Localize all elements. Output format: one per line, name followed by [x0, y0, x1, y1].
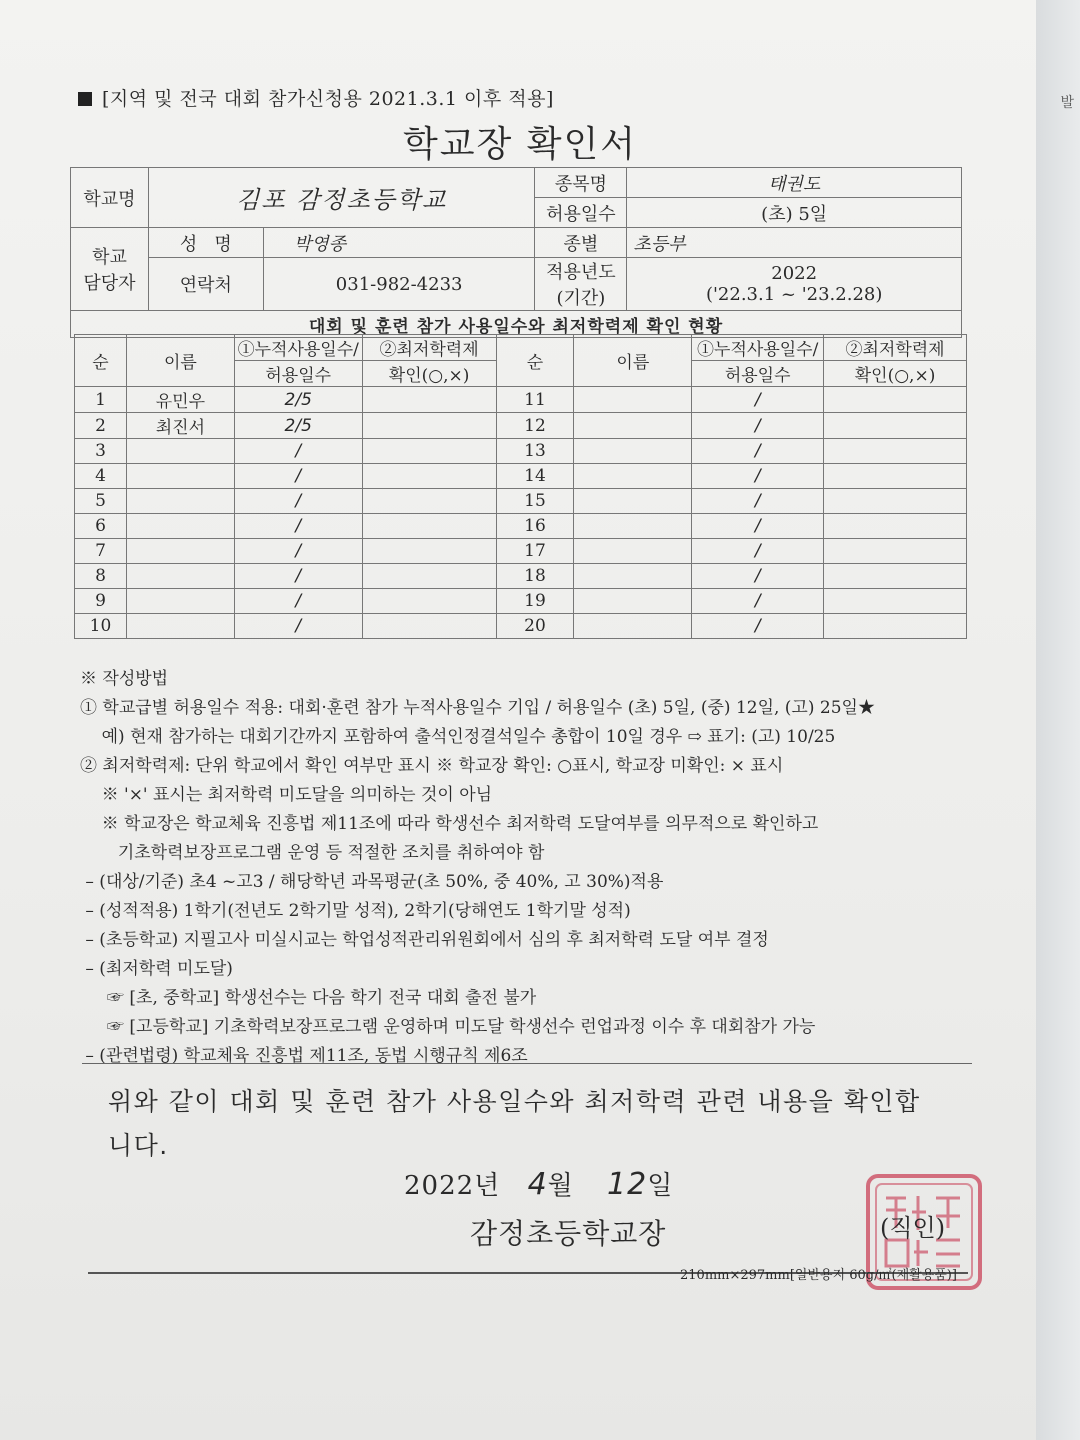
row-name	[574, 413, 692, 439]
manager-label: 학교 담당자	[71, 228, 149, 311]
table-row	[75, 464, 967, 489]
row-check	[824, 539, 967, 564]
row-check	[362, 614, 496, 639]
col-days-right: ①누적사용일수/	[692, 335, 824, 361]
name-value: 박영종	[263, 228, 535, 258]
row-no: 19	[496, 589, 574, 614]
row-days: /	[234, 439, 362, 464]
row-days: /	[234, 489, 362, 514]
row-check	[362, 589, 496, 614]
table-row	[75, 387, 967, 413]
col-no-right: 순	[496, 335, 574, 387]
event-label: 종목명	[535, 168, 627, 198]
row-name	[574, 387, 692, 413]
divider	[82, 1063, 972, 1064]
row-check	[362, 514, 496, 539]
adjacent-page-text: 발	[1060, 95, 1074, 111]
row-check	[362, 387, 496, 413]
row-no: 11	[496, 387, 574, 413]
col-name-right: 이름	[574, 335, 692, 387]
row-check	[824, 439, 967, 464]
table-row	[75, 564, 967, 589]
note-line: ☞ [고등학교] 기초학력보장프로그램 운영하며 미도달 학생선수 런업과정 이수 후 대회참가 가능	[80, 1017, 816, 1037]
row-name	[574, 589, 692, 614]
row-name	[126, 564, 234, 589]
row-name	[574, 539, 692, 564]
col-check: ②최저학력제	[362, 335, 496, 361]
row-days: /	[234, 539, 362, 564]
row-no: 12	[496, 413, 574, 439]
paper-spec: 210mm×297mm[일반용지 60g/㎡(재활용품)]	[680, 1268, 957, 1283]
table-row	[75, 489, 967, 514]
row-days: /	[692, 564, 824, 589]
row-name	[126, 539, 234, 564]
school-value: 김포 감정초등학교	[148, 168, 535, 228]
row-days: /	[234, 564, 362, 589]
school-label: 학교명	[71, 168, 149, 228]
row-days: 2/5	[234, 387, 362, 413]
row-name	[126, 464, 234, 489]
row-check	[824, 564, 967, 589]
row-no: 3	[75, 439, 127, 464]
row-name	[574, 464, 692, 489]
row-days: /	[692, 539, 824, 564]
row-no: 7	[75, 539, 127, 564]
row-days: /	[692, 514, 824, 539]
row-check	[824, 514, 967, 539]
row-name	[574, 614, 692, 639]
table-row	[75, 514, 967, 539]
row-check	[362, 464, 496, 489]
division-value: 초등부	[627, 228, 962, 258]
year-label: 적용년도 (기간)	[535, 258, 627, 311]
adjacent-page	[1036, 0, 1080, 1440]
row-check	[824, 614, 967, 639]
event-value: 태권도	[627, 168, 962, 198]
row-check	[824, 589, 967, 614]
row-check	[362, 413, 496, 439]
row-days: /	[692, 589, 824, 614]
note-line: – (성적적용) 1학기(전년도 2학기말 성적), 2학기(당해연도 1학기말 성적)	[80, 901, 631, 921]
row-check	[362, 439, 496, 464]
note-line: – (초등학교) 지필고사 미실시교는 학업성적관리위원회에서 심의 후 최저학력 도달 여부 결정	[80, 930, 769, 950]
row-no: 2	[75, 413, 127, 439]
row-days: /	[692, 387, 824, 413]
row-name	[126, 589, 234, 614]
row-check	[362, 564, 496, 589]
row-no: 10	[75, 614, 127, 639]
info-table	[70, 167, 962, 338]
row-no: 13	[496, 439, 574, 464]
table-row	[75, 539, 967, 564]
row-no: 15	[496, 489, 574, 514]
row-no: 6	[75, 514, 127, 539]
row-check	[362, 489, 496, 514]
row-name: 유민우	[126, 387, 234, 413]
row-no: 4	[75, 464, 127, 489]
confirmation-text: 위와 같이 대회 및 훈련 참가 사용일수와 최저학력 관련 내용을 확인합 니다.	[108, 1087, 921, 1160]
col-no: 순	[75, 335, 127, 387]
row-name	[574, 514, 692, 539]
table-row	[75, 589, 967, 614]
row-check	[824, 413, 967, 439]
note-line: – (관련법령) 학교체육 진흥법 제11조, 동법 시행규칙 제6조	[80, 1046, 528, 1066]
row-check	[824, 387, 967, 413]
table-row	[75, 413, 967, 439]
col-days: ①누적사용일수/	[234, 335, 362, 361]
col-name: 이름	[126, 335, 234, 387]
row-no: 1	[75, 387, 127, 413]
seal-label: (직인)	[880, 1214, 946, 1242]
square-bullet-icon	[78, 92, 92, 106]
division-label: 종별	[535, 228, 627, 258]
note-line: 예) 현재 참가하는 대회기간까지 포함하여 출석인정결석일수 총합이 10일 경우 ⇨ 표기: (고) 10/25	[80, 727, 836, 747]
row-no: 14	[496, 464, 574, 489]
row-name	[126, 614, 234, 639]
col-check-right: ②최저학력제	[824, 335, 967, 361]
row-check	[824, 464, 967, 489]
roster-table	[74, 334, 967, 639]
note-line: ※ 작성방법	[80, 669, 169, 689]
principal-title: 감정초등학교장	[470, 1217, 667, 1250]
row-check	[824, 489, 967, 514]
row-name	[574, 564, 692, 589]
notes-section	[80, 665, 980, 1071]
document-header-note: [지역 및 전국 대회 참가신청용 2021.3.1 이후 적용]	[78, 84, 554, 111]
col-days-sub: 허용일수	[234, 361, 362, 387]
row-days: /	[692, 439, 824, 464]
col-check-sub: 확인(○,×)	[362, 361, 496, 387]
table-row	[75, 439, 967, 464]
col-days-sub-right: 허용일수	[692, 361, 824, 387]
row-days: /	[234, 614, 362, 639]
row-name	[126, 489, 234, 514]
contact-label: 연락처	[148, 258, 263, 311]
section-title: 대회 및 훈련 참가 사용일수와 최저학력제 확인 현황	[71, 311, 962, 338]
row-name	[126, 514, 234, 539]
row-no: 17	[496, 539, 574, 564]
row-days: /	[234, 464, 362, 489]
row-name: 최진서	[126, 413, 234, 439]
note-line: ※ 학교장은 학교체육 진흥법 제11조에 따라 학생선수 최저학력 도달여부를 의무적으로 확인하고	[80, 814, 819, 834]
row-days: /	[692, 614, 824, 639]
row-no: 9	[75, 589, 127, 614]
row-name	[126, 439, 234, 464]
row-check	[362, 539, 496, 564]
row-days: /	[234, 514, 362, 539]
row-no: 8	[75, 564, 127, 589]
row-days: 2/5	[234, 413, 362, 439]
contact-value: 031-982-4233	[263, 258, 535, 311]
note-line: ① 학교급별 허용일수 적용: 대회·훈련 참가 누적사용일수 기입 / 허용일수 (초) 5일, (중) 12일, (고) 25일★	[80, 698, 875, 718]
days-value: (초) 5일	[627, 198, 962, 228]
row-days: /	[692, 489, 824, 514]
document-title: 학교장 확인서	[402, 124, 638, 165]
row-days: /	[692, 464, 824, 489]
row-days: /	[234, 589, 362, 614]
table-row	[75, 614, 967, 639]
row-no: 5	[75, 489, 127, 514]
row-no: 20	[496, 614, 574, 639]
issue-date: 2022년 4월 12일	[404, 1167, 674, 1202]
row-no: 18	[496, 564, 574, 589]
days-label: 허용일수	[535, 198, 627, 228]
note-line: ☞ [초, 중학교] 학생선수는 다음 학기 전국 대회 출전 불가	[80, 988, 537, 1008]
note-line: – (최저학력 미도달)	[80, 959, 233, 979]
name-label: 성 명	[148, 228, 263, 258]
col-check-sub-right: 확인(○,×)	[824, 361, 967, 387]
row-no: 16	[496, 514, 574, 539]
row-days: /	[692, 413, 824, 439]
note-line: ※ '×' 표시는 최저학력 미도달을 의미하는 것이 아님	[80, 785, 493, 805]
note-line: – (대상/기준) 초4 ~고3 / 해당학년 과목평균(초 50%, 중 40%, 고 30%)적용	[80, 872, 664, 892]
row-name	[574, 489, 692, 514]
row-name	[574, 439, 692, 464]
note-line: ② 최저학력제: 단위 학교에서 확인 여부만 표시 ※ 학교장 확인: ○표시, 학교장 미확인: × 표시	[80, 756, 784, 776]
note-line: 기초학력보장프로그램 운영 등 적절한 조치를 취하여야 함	[80, 843, 545, 863]
year-value: 2022 ('22.3.1 ~ '23.2.28)	[627, 258, 962, 311]
